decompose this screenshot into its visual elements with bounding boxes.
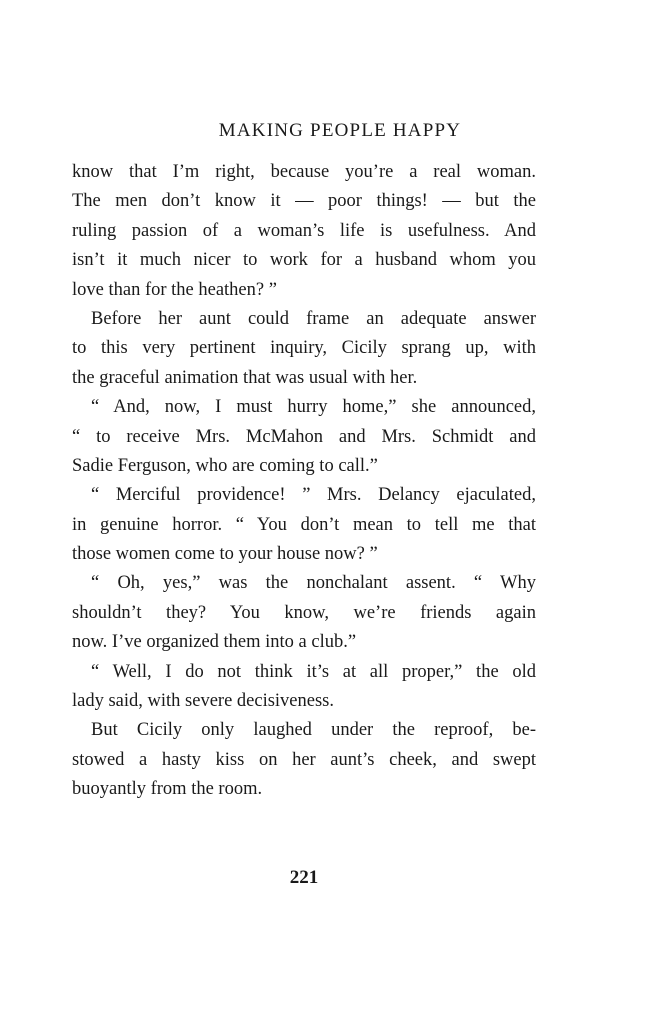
text-line: “ And, now, I must hurry home,” she announced, [91, 397, 536, 418]
text-line: Sadie Ferguson, who are coming to call.” [72, 455, 378, 476]
text-line: the graceful animation that was usual with her. [72, 367, 418, 388]
running-head: MAKING PEOPLE HAPPY [218, 120, 462, 141]
text-line: in genuine horror. “ You don’t mean to tell me that [72, 514, 536, 535]
text-line: shouldn’t they? You know, we’re friends again [72, 602, 536, 623]
text-line: love than for the heathen? ” [72, 279, 277, 300]
page-number: 221 [289, 867, 319, 888]
body-text [72, 158, 536, 805]
text-line: “ to receive Mrs. McMahon and Mrs. Schmidt and [72, 426, 536, 447]
text-line: “ Oh, yes,” was the nonchalant assent. “ Why [91, 573, 536, 594]
text-line: now. I’ve organized them into a club.” [72, 632, 357, 653]
text-line: isn’t it much nicer to work for a husband whom you [72, 250, 536, 271]
text-line: “ Merciful providence! ” Mrs. Delancy ejaculated, [91, 485, 536, 506]
text-line: “ Well, I do not think it’s at all proper,” the old [91, 661, 536, 682]
text-line: know that I’m right, because you’re a real woman. [72, 162, 536, 182]
text-line: ruling passion of a woman’s life is usefulness. And [72, 220, 536, 241]
text-line: stowed a hasty kiss on her aunt’s cheek, and swept [72, 749, 536, 770]
text-line: Before her aunt could frame an adequate answer [91, 308, 536, 329]
text-line: to this very pertinent inquiry, Cicily sprang up, with [72, 338, 536, 359]
text-line: lady said, with severe decisiveness. [72, 691, 335, 712]
text-line: those women come to your house now? ” [72, 544, 378, 565]
text-line: buoyantly from the room. [72, 779, 263, 800]
text-line: The men don’t know it — poor things! — but the [72, 191, 536, 212]
text-line: But Cicily only laughed under the reproof, be- [91, 720, 536, 741]
